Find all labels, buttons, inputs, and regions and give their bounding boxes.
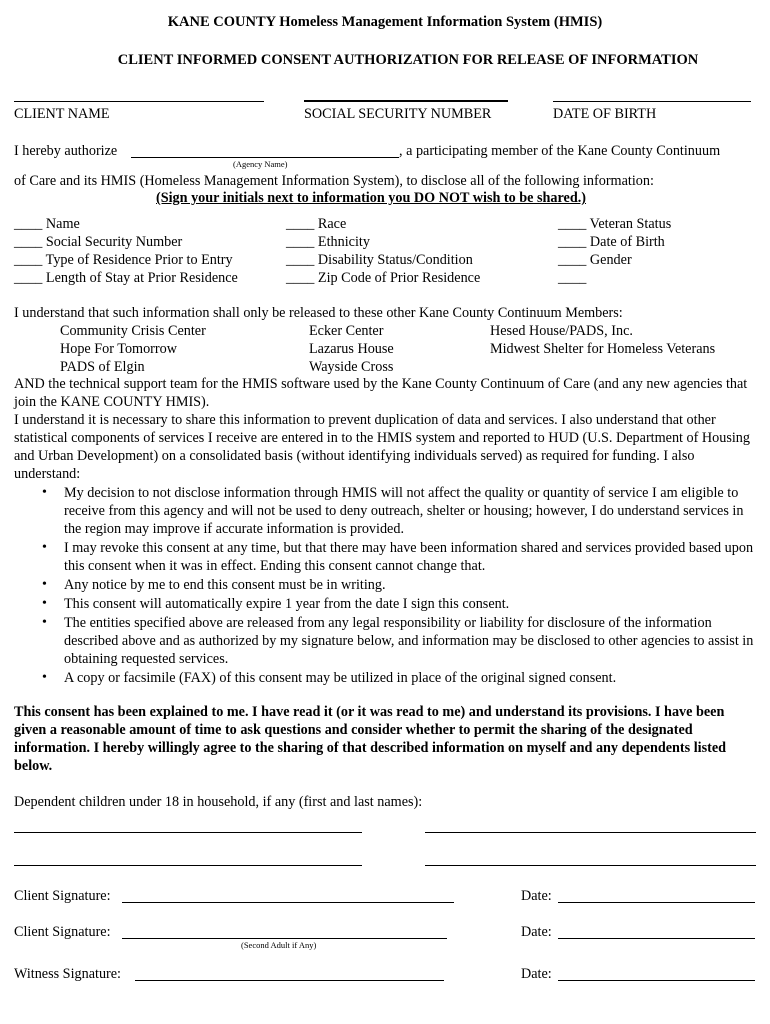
member-name: Hesed House/PADS, Inc. [490,323,633,339]
dependents-label: Dependent children under 18 in household, if any (first and last names): [14,794,423,810]
date-field[interactable] [558,902,755,903]
second-client-signature-field[interactable] [122,938,447,939]
witness-signature-field[interactable] [135,980,444,981]
date-field[interactable] [558,938,755,939]
dependent-name-field[interactable] [14,832,362,833]
info-item[interactable]: ____ Gender [558,252,632,268]
document-subtitle: CLIENT INFORMED CONSENT AUTHORIZATION FOR RELEASE OF INFORMATION [117,52,699,68]
members-intro: I understand that such information shall only be released to these other Kane County Continuum Members: [14,305,623,321]
consent-statement: This consent has been explained to me. I have read it (or it was read to me) and understand its provisions. I have been given a reasonable amount of time to ask questions and consider whether to permit the sharing of the designated information. I hereby willingly agree to the sharing of that described information on myself and any dependents listed below. [14,704,727,774]
agency-name-field[interactable] [131,157,399,158]
dependent-name-field[interactable] [425,865,756,866]
authorize-suffix: , a participating member of the Kane County Continuum [399,143,721,159]
list-item: • My decision to not disclose information through HMIS will not affect the quality or quantity of service I am eligible to receive from this agency and will not be used to deny outreach, shelter or housing; however, I do understand services in the region may improve if accurate information is provided. [14,484,759,538]
initials-instruction: (Sign your initials next to information you DO NOT wish to be shared.) [156,190,587,206]
info-item[interactable]: ____ [558,270,587,286]
authorize-continuation: of Care and its HMIS (Homeless Management Information System), to disclose all of the following information: [14,173,654,189]
date-label: Date: [521,966,552,982]
witness-signature-label: Witness Signature: [14,966,122,982]
info-items-col2 [286,215,480,287]
info-items-col1 [14,215,238,287]
member-name: Ecker Center [309,323,384,339]
info-item[interactable]: ____ Race [286,216,347,232]
member-name: Midwest Shelter for Homeless Veterans [490,341,716,357]
info-item[interactable]: ____ Veteran Status [558,216,672,232]
ssn-field[interactable] [304,100,508,102]
list-item: • I may revoke this consent at any time, but that there may have been information shared and services provided based upon this consent when it was in effect. Ending this consent cannot change that. [14,539,759,575]
necessity-paragraph: I understand it is necessary to share this information to prevent duplication of data and services. I also understand that other statistical components of services I receive are entered in to the HMIS system and reported to HUD (U.S. Department of Housing and Urban Development) on a consolidated basis (without identifying individuals served) as required for funding. I also understand: [14,412,750,482]
member-name: Hope For Tomorrow [60,341,177,357]
authorize-prefix: I hereby authorize [14,143,118,159]
client-signature-label: Client Signature: [14,924,111,940]
client-name-field[interactable] [14,101,264,102]
date-field[interactable] [558,980,755,981]
member-name: PADS of Elgin [60,359,145,375]
technical-support-paragraph: AND the technical support team for the HMIS software used by the Kane County Continuum of Care (and any new agencies that join the KANE COUNTY HMIS). [14,376,748,410]
members-col3 [490,322,715,358]
info-item[interactable]: ____ Ethnicity [286,234,370,250]
date-label: Date: [521,924,552,940]
list-item: • Any notice by me to end this consent must be in writing. [14,576,759,594]
info-item[interactable]: ____ Length of Stay at Prior Residence [14,270,238,286]
list-item: • The entities specified above are released from any legal responsibility or liability for disclosure of the information described above and as authorized by my signature below, and information may be disclosed to other agencies to assist in obtaining requested services. [14,614,759,668]
dob-label: DATE OF BIRTH [553,106,657,122]
date-label: Date: [521,888,552,904]
info-item[interactable]: ____ Social Security Number [14,234,183,250]
client-signature-label: Client Signature: [14,888,111,904]
ssn-label: SOCIAL SECURITY NUMBER [304,106,492,122]
list-item: • This consent will automatically expire 1 year from the date I sign this consent. [14,595,759,613]
second-adult-caption: (Second Adult if Any) [241,940,317,950]
dependent-name-field[interactable] [14,865,362,866]
info-item[interactable]: ____ Disability Status/Condition [286,252,473,268]
understanding-list [14,484,759,688]
info-item[interactable]: ____ Zip Code of Prior Residence [286,270,481,286]
dependent-name-field[interactable] [425,832,756,833]
agency-name-caption: (Agency Name) [233,159,288,169]
member-name: Lazarus House [309,341,394,357]
member-name: Wayside Cross [309,359,394,375]
dob-field[interactable] [553,101,751,102]
info-item[interactable]: ____ Name [14,216,80,232]
members-col1 [60,322,206,376]
document-title: KANE COUNTY Homeless Management Information System (HMIS) [167,14,603,30]
members-col2 [309,322,394,376]
client-name-label: CLIENT NAME [14,106,110,122]
member-name: Community Crisis Center [60,323,206,339]
info-item[interactable]: ____ Date of Birth [558,234,665,250]
list-item: • A copy or facsimile (FAX) of this consent may be utilized in place of the original signed consent. [14,669,759,687]
info-item[interactable]: ____ Type of Residence Prior to Entry [14,252,233,268]
info-items-col3 [558,215,671,287]
client-signature-field[interactable] [122,902,454,903]
